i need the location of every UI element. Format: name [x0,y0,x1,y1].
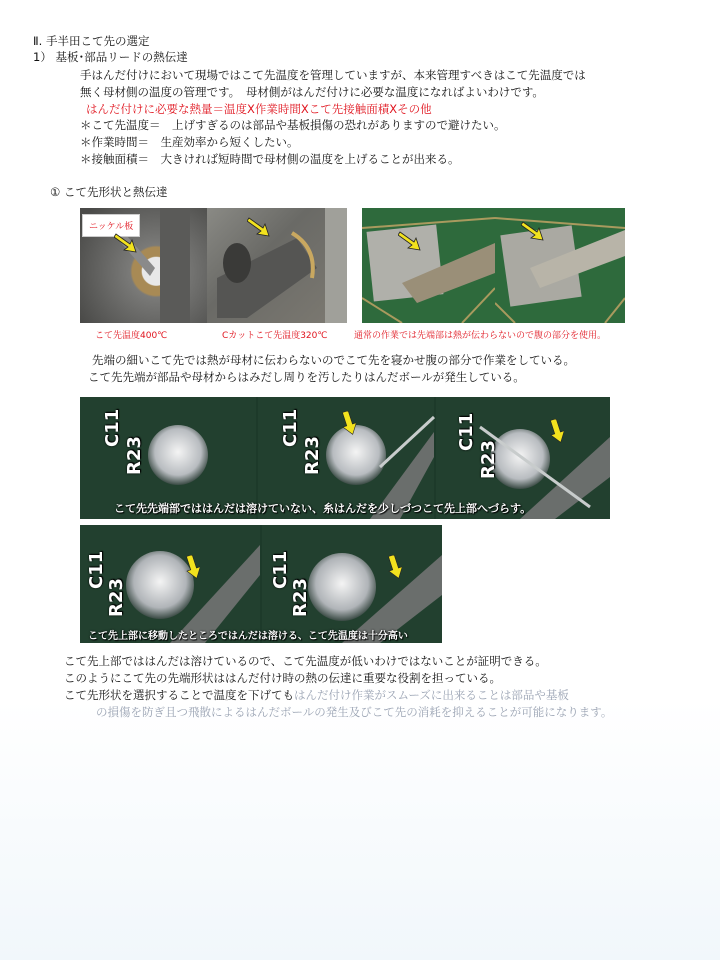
photo-pcb-side-1-drawing [362,208,495,323]
arrow-icon [247,216,273,238]
pcb-label: C11 [270,550,291,589]
pcb-label: R23 [478,440,499,479]
photo-pcb-side-2-drawing [495,208,625,323]
arrow-icon [388,555,402,579]
conclusion-line-2: このようにこて先の先端形状ははんだ付け時の熱の伝達に重要な役割を担っている。 [64,671,501,685]
photo-ccut-320-drawing [207,208,347,323]
pcb-label: C11 [456,412,477,451]
pcb-label: R23 [302,436,323,475]
arrow-icon [342,411,356,435]
photo-ccut-320 [207,208,347,323]
bullet-time: ＊作業時間＝ 生産効率から短くしたい。 [80,135,299,149]
pcb-label: R23 [124,436,145,475]
item-title: ① こて先形状と熱伝達 [50,185,168,199]
section-title: Ⅱ. 手半田こて先の選定 [33,34,150,48]
heat-formula: はんだ付けに必要な熱量＝温度X作業時間Xこて先接触面積Xその他 [86,102,432,116]
arrow-icon [550,419,564,443]
photo-strip-bottom [80,525,442,643]
caption-ccut-320c: Cカットこて先温度320℃ [222,331,328,341]
intro-line-2: 無く母材側の温度の管理です。 母材側がはんだ付けに必要な温度になればよいわけです。 [80,85,544,99]
caption-normal-work: 通常の作業では先端部は熱が伝わらないので腹の部分を使用。 [354,331,607,341]
photo-strip-bottom-drawing [80,525,442,643]
pcb-label: C11 [102,408,123,447]
conclusion-line-3-end: はんだ付け作業がスムーズに出来ることは部品や基板 [294,688,569,702]
pcb-label: R23 [290,578,311,617]
overlay-caption-1: こて先先端部でははんだは溶けていない、糸はんだを少しづつこて先上部へづらす。 [114,502,532,515]
conclusion-line-1: こて先上部でははんだは溶けているので、こて先温度が低いわけではないことが証明できる。 [64,654,547,668]
bullet-temperature: ＊こて先温度＝ 上げすぎるのは部品や基板損傷の恐れがありますので避けたい。 [80,118,506,132]
conclusion-line-3-start: こて先形状を選択することで温度を下げても [64,688,294,702]
photo-pcb-side-2 [495,208,625,323]
description-line-1: 先端の細いこて先では熱が母材に伝わらないのでこて先を寝かせ腹の部分で作業をしている。 [92,353,575,367]
conclusion-line-4: の損傷を防ぎ且つ飛散によるはんだボールの発生及びこて先の消耗を抑えることが可能になります。 [96,705,613,719]
arrow-icon [398,230,424,252]
overlay-caption-2: こて先上部に移動したところではんだは溶ける、こて先温度は十分高い [88,631,408,642]
intro-line-1: 手はんだ付けにおいて現場ではこて先温度を管理していますが、本来管理すべきはこて先温度では [80,68,586,82]
caption-400c: こて先温度400℃ [95,331,168,341]
conclusion-line-3 [64,688,569,702]
bullet-contact-area: ＊接触面積＝ 大きければ短時間で母材側の温度を上げることが出来る。 [80,152,460,166]
photo-strip-top [80,397,610,519]
arrow-icon [114,232,140,254]
sub-title: 1） 基板･部品リードの熱伝達 [33,50,188,64]
pcb-label: R23 [106,578,127,617]
arrow-icon [521,220,547,242]
pcb-label: C11 [280,408,301,447]
description-line-2: こて先先端が部品や母材からはみだし周りを汚したりはんだボールが発生している。 [88,370,525,384]
photo-nickel-400 [80,208,207,323]
nickel-plate-label: ニッケル板 [82,214,140,237]
photo-pcb-side-1 [362,208,495,323]
pcb-label: C11 [86,550,107,589]
arrow-icon [186,555,200,579]
